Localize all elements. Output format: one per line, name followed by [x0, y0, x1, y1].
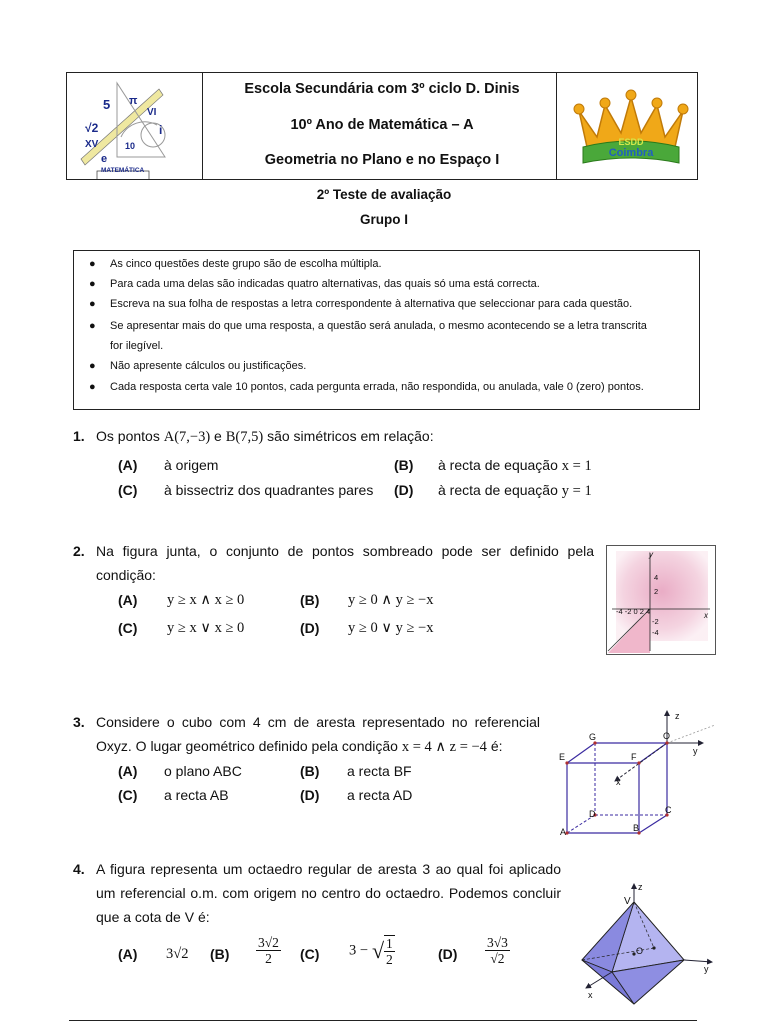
q1-option-b-text	[438, 457, 592, 475]
bullet-icon: ●	[89, 360, 96, 372]
q4-fig-O: O	[636, 946, 644, 956]
q3-option-c-text: a recta AB	[164, 787, 229, 803]
q2-option-b-key[interactable]: (B)	[300, 592, 320, 608]
crown-logo-line1: ESDD	[618, 137, 644, 147]
logo-5: 5	[103, 97, 111, 112]
q3-fig-F: F	[631, 752, 637, 762]
q3-option-d-key[interactable]: (D)	[300, 787, 320, 803]
logo-e: e	[101, 153, 108, 165]
q2-option-a-math: y ≥ x ∧ x ≥ 0	[167, 592, 245, 608]
bullet-icon: ●	[89, 381, 96, 393]
q3-cube-figure	[555, 705, 725, 840]
instruction-item	[89, 294, 690, 315]
q2-fig-tick-2: 2	[654, 587, 659, 596]
q4-option-b-frac	[256, 935, 281, 966]
instruction-item	[89, 356, 690, 377]
logo-i: i	[159, 123, 163, 137]
logo-10: 10	[125, 141, 136, 151]
q4-option-d-den: √2	[490, 951, 505, 966]
q4-option-b-key[interactable]: (B)	[210, 946, 230, 962]
q2-option-c-key[interactable]: (C)	[118, 620, 138, 636]
q2-fig-x-ticks: -4 -2 0 2 4	[616, 607, 651, 616]
q1-point-b: B(7,5)	[225, 429, 264, 445]
logo-sqrt2: √2	[85, 121, 99, 135]
logo-pi: π	[129, 95, 138, 107]
q4-option-d-fraction	[485, 935, 510, 966]
q1-text-e: e	[214, 428, 222, 444]
crown-logo-line2: Coimbra	[608, 147, 654, 159]
q1-option-d-label: à recta de equação	[438, 482, 558, 498]
q2-fig-y-label: y	[649, 550, 653, 559]
q3-option-b-key[interactable]: (B)	[300, 763, 320, 779]
question-3-line1: Considere o cubo com 4 cm de aresta representado no referencial	[96, 714, 540, 730]
group-title: Grupo I	[360, 212, 408, 227]
q3-option-d-text: a recta AD	[347, 787, 413, 803]
q1-option-d-math: y = 1	[561, 483, 592, 499]
q3-fig-x: x	[616, 777, 621, 787]
q3-line2-text: Oxyz. O lugar geométrico definido pela condição	[96, 738, 398, 754]
q3-line2-math: x = 4 ∧ z = −4	[401, 739, 487, 755]
q4-option-c-frac	[384, 935, 395, 967]
q1-point-a: A(7,−3)	[163, 429, 211, 445]
bullet-icon: ●	[89, 278, 96, 290]
q4-option-c-num: 1	[386, 936, 393, 951]
q3-fig-E: E	[559, 752, 566, 762]
q1-option-a-key[interactable]: (A)	[118, 457, 138, 473]
instructions-box	[73, 250, 700, 410]
q4-option-b-den: 2	[265, 951, 272, 966]
q4-octahedron-figure	[572, 880, 722, 1005]
q2-option-a-key[interactable]: (A)	[118, 592, 138, 608]
q2-option-c-math: y ≥ x ∨ x ≥ 0	[167, 620, 245, 636]
question-3-line2	[96, 734, 503, 759]
q3-fig-C: C	[665, 805, 672, 815]
q4-fig-y: y	[704, 964, 709, 974]
instruction-text: for ilegível.	[110, 340, 164, 352]
question-4-line3: que a cota de V é:	[96, 909, 210, 925]
q4-option-d-frac	[485, 935, 510, 966]
q2-figure-graphic	[606, 545, 716, 655]
question-2-number: 2.	[73, 543, 85, 559]
q3-option-c-key[interactable]: (C)	[118, 787, 138, 803]
bullet-icon: ●	[89, 320, 96, 332]
q2-fig-tick-m2: -2	[652, 617, 659, 626]
q1-option-a-text: à origem	[164, 457, 219, 473]
instruction-item	[89, 316, 690, 337]
question-4-line2: um referencial o.m. com origem no centro do octaedro. Podemos concluir	[96, 885, 561, 901]
question-2-line2: condição:	[96, 567, 156, 583]
header-table	[66, 72, 698, 180]
q4-option-c-key[interactable]: (C)	[300, 946, 320, 962]
q3-fig-B: B	[633, 823, 640, 833]
topic-name: Geometria no Plano e no Espaço I	[264, 152, 500, 168]
q4-option-d-num: 3√3	[487, 935, 508, 950]
q3-fig-G: G	[589, 732, 597, 742]
bullet-icon: ●	[89, 258, 96, 270]
q3-fig-z: z	[675, 711, 680, 721]
instruction-text: As cinco questões deste grupo são de escolha múltipla.	[110, 258, 382, 270]
q4-fig-z: z	[638, 882, 643, 892]
q3-option-a-text: o plano ABC	[164, 763, 242, 779]
q1-option-c-text: à bissectriz dos quadrantes pares	[164, 482, 374, 498]
question-1-number: 1.	[73, 428, 85, 444]
instruction-item	[89, 254, 690, 275]
instruction-item-continued	[110, 336, 690, 357]
q4-option-c-den: 2	[386, 952, 393, 967]
q4-option-a-key[interactable]: (A)	[118, 946, 138, 962]
q4-fig-x: x	[588, 990, 593, 1000]
course-name: 10º Ano de Matemática – A	[290, 117, 474, 133]
test-title: 2º Teste de avaliação	[316, 187, 452, 202]
q4-option-d-key[interactable]: (D)	[438, 946, 458, 962]
q2-option-d-math: y ≥ 0 ∨ y ≥ −x	[348, 620, 434, 636]
q2-fig-x-label: x	[704, 611, 708, 620]
q4-option-c-pre: 3 −	[349, 942, 369, 959]
logo-caption: MATEMÁTICA	[101, 167, 145, 174]
school-name: Escola Secundária com 3º ciclo D. Dinis	[244, 81, 520, 97]
instruction-text: Cada resposta certa vale 10 pontos, cada pergunta errada, não respondida, ou anulada, vale 0 (zero) pontos.	[110, 381, 644, 393]
q4-option-c-expr	[349, 935, 395, 967]
instruction-text: Se apresentar mais do que uma resposta, a questão será anulada, o mesmo acontecendo se a letra transcrita	[110, 320, 647, 332]
instruction-text: Não apresente cálculos ou justificações.	[110, 360, 307, 372]
q2-fig-tick-4: 4	[654, 573, 659, 582]
q3-cube-graphic	[555, 705, 725, 840]
q1-option-d-key[interactable]: (D)	[394, 482, 414, 498]
instruction-item	[89, 274, 690, 295]
q3-option-b-text: a recta BF	[347, 763, 412, 779]
question-2-line1: Na figura junta, o conjunto de pontos sombreado pode ser definido pela	[96, 543, 594, 559]
sqrt-icon: √	[371, 938, 385, 963]
q4-option-b-fraction	[256, 935, 281, 966]
q4-octahedron-graphic	[572, 880, 722, 1005]
q3-option-a-key[interactable]: (A)	[118, 763, 138, 779]
q3-line2-end: é:	[490, 738, 503, 754]
question-4-line1: A figura representa um octaedro regular de aresta 3 ao qual foi aplicado	[96, 861, 561, 877]
bullet-icon: ●	[89, 298, 96, 310]
footer-rule	[69, 1020, 697, 1021]
q2-fig-tick-m4: -4	[652, 628, 659, 637]
q1-option-b-math: x = 1	[561, 458, 592, 474]
logo-xv: XV	[85, 139, 99, 150]
q1-text-a: Os pontos	[96, 428, 160, 444]
instruction-text: Escreva na sua folha de respostas a letra correspondente à alternativa que seleccionar para cada questão.	[110, 298, 633, 310]
instruction-item	[89, 377, 690, 398]
school-crown-logo	[571, 85, 691, 169]
q2-region-figure	[606, 545, 716, 655]
question-3-number: 3.	[73, 714, 85, 730]
q2-option-b-math: y ≥ 0 ∧ y ≥ −x	[348, 592, 434, 608]
q1-option-b-key[interactable]: (B)	[394, 457, 414, 473]
question-1-text	[96, 424, 434, 449]
q1-option-c-key[interactable]: (C)	[118, 482, 138, 498]
q1-text-b: são simétricos em relação:	[267, 428, 434, 444]
q1-option-d-text	[438, 482, 592, 500]
q3-fig-y: y	[693, 746, 698, 756]
q2-option-d-key[interactable]: (D)	[300, 620, 320, 636]
instruction-text: Para cada uma delas são indicadas quatro alternativas, das quais só uma está correcta.	[110, 278, 540, 290]
q4-fig-V: V	[624, 896, 631, 907]
q3-fig-A: A	[560, 827, 567, 837]
q3-fig-D: D	[589, 809, 596, 819]
q4-option-a-math: 3√2	[166, 946, 189, 962]
question-4-number: 4.	[73, 861, 85, 877]
q3-fig-O: O	[663, 731, 671, 741]
q4-option-b-num: 3√2	[258, 935, 279, 950]
q1-option-b-label: à recta de equação	[438, 457, 558, 473]
logo-vi: VI	[147, 107, 157, 118]
